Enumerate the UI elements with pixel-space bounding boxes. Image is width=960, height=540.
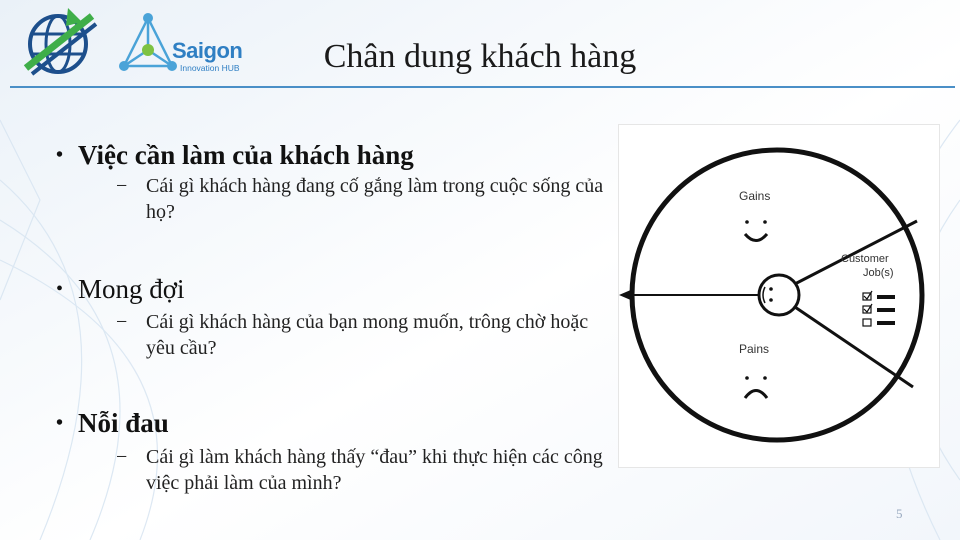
header-divider (10, 86, 955, 88)
bullet-dot: • (56, 412, 64, 434)
bullet-dot: • (56, 278, 64, 300)
checklist-icon (863, 291, 895, 326)
divider-bottom (789, 303, 913, 387)
page-number: 5 (896, 506, 903, 521)
jobs-label-line1: Customer (841, 253, 889, 265)
dash-marker: − (116, 446, 128, 468)
left-arrow-icon (619, 289, 759, 301)
jobs-label-line2: Job(s) (863, 267, 894, 279)
bullet-dot: • (56, 144, 64, 166)
dash-marker: − (116, 175, 128, 197)
bullet-heading: Mong đợi (78, 274, 185, 304)
globe-logo-icon (22, 4, 102, 84)
customer-profile-diagram (618, 124, 940, 468)
bullet-pains (56, 408, 169, 439)
bullet-heading: Việc cần làm của khách hàng (78, 140, 414, 170)
logo-subtitle: Innovation HUB (180, 63, 240, 73)
dash-marker: − (116, 311, 128, 333)
bullet-jobs (56, 140, 414, 171)
sub-bullet-text: Cái gì khách hàng đang cố gắng làm trong cuộc sống của họ? (146, 175, 604, 223)
customer-face-icon (759, 275, 799, 315)
pains-label: Pains (739, 342, 770, 356)
sub-bullet-jobs (116, 173, 606, 225)
sub-bullet-text: Cái gì khách hàng của bạn mong muốn, trông chờ hoặc yêu cầu? (146, 311, 589, 359)
bullet-gains (56, 274, 185, 305)
sub-bullet-gains (116, 309, 606, 361)
gains-label: Gains (739, 189, 771, 203)
frown-face-icon (745, 376, 767, 398)
slide-title: Chân dung khách hàng (323, 38, 637, 75)
sub-bullet-text: Cái gì làm khách hàng thấy “đau” khi thực hiện các công việc phải làm của mình? (146, 446, 603, 494)
logo-name: Saigon (172, 38, 243, 63)
bullet-heading: Nỗi đau (78, 408, 169, 438)
smile-face-icon (745, 220, 767, 240)
sub-bullet-pains (116, 444, 606, 496)
